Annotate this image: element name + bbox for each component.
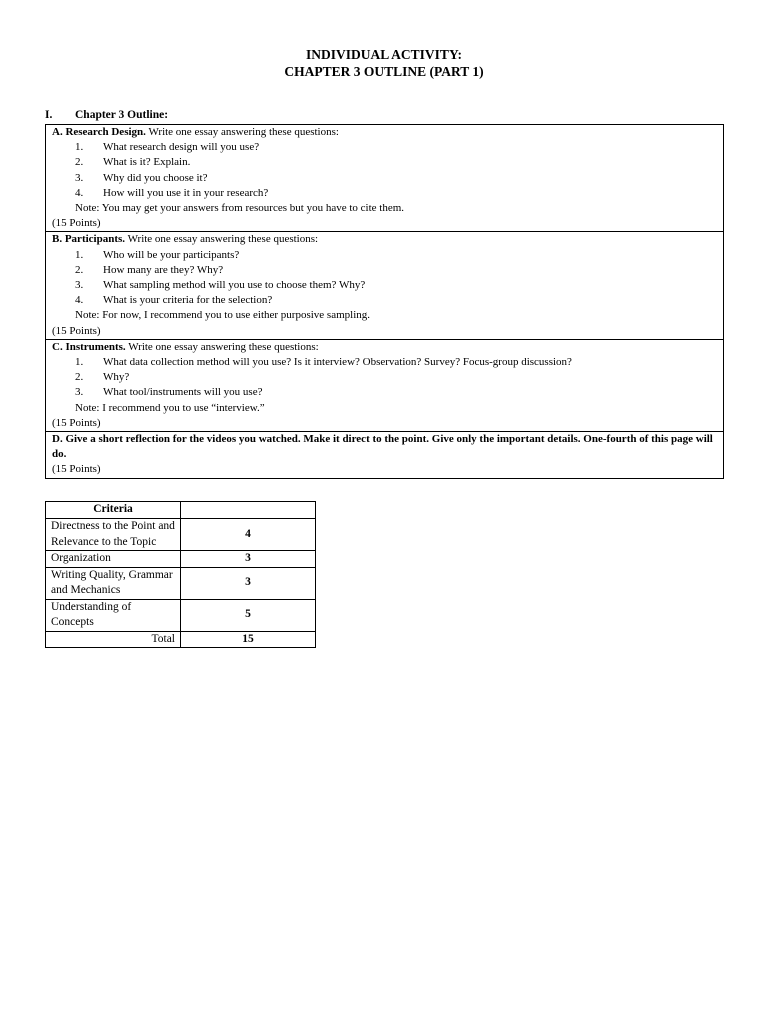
rubric-score: 3 bbox=[181, 551, 316, 568]
block-a-intro: Write one essay answering these questions: bbox=[145, 126, 339, 138]
block-d-text: D. Give a short reflection for the videos you watched. Make it direct to the point. Give only the important details. One-fourth of this page will do. bbox=[52, 433, 713, 461]
section-number: I. bbox=[45, 109, 53, 121]
block-d-points: (15 Points) bbox=[52, 463, 101, 476]
table-row bbox=[46, 519, 316, 551]
block-c-intro: Write one essay answering these questions: bbox=[125, 340, 319, 353]
block-reflection bbox=[46, 431, 723, 478]
block-b-points: (15 Points) bbox=[52, 324, 101, 337]
rubric-total-label: Total bbox=[46, 631, 181, 648]
outline-box bbox=[45, 124, 724, 479]
block-instruments bbox=[46, 339, 723, 431]
block-b-note: Note: For now, I recommend you to use either purposive sampling. bbox=[75, 309, 371, 322]
title-line-2: CHAPTER 3 OUTLINE (PART 1) bbox=[284, 64, 484, 79]
list-item: 2. Why? bbox=[75, 371, 130, 384]
rubric-header-row bbox=[46, 502, 316, 519]
block-a-note: Note: You may get your answers from resources but you have to cite them. bbox=[75, 202, 405, 215]
list-item: 2. What is it? Explain. bbox=[75, 156, 191, 169]
block-c-points: (15 Points) bbox=[52, 416, 101, 429]
rubric-criterion: Organization bbox=[46, 551, 181, 568]
rubric-table bbox=[45, 501, 316, 648]
block-b-heading: B. Participants. bbox=[52, 233, 126, 246]
rubric-total-row bbox=[46, 631, 316, 648]
block-a-points: (15 Points) bbox=[52, 217, 101, 230]
list-item: 1. What data collection method will you use? Is it interview? Observation? Survey? Focus-group discussion? bbox=[75, 356, 572, 369]
list-item: 4. What is your criteria for the selection? bbox=[75, 294, 273, 307]
list-item: 3. What tool/instruments will you use? bbox=[75, 386, 263, 399]
rubric-score: 5 bbox=[181, 599, 316, 631]
block-research-design bbox=[46, 125, 723, 231]
list-item: 2. How many are they? Why? bbox=[75, 263, 224, 276]
section-heading bbox=[45, 109, 168, 121]
rubric-score: 3 bbox=[181, 567, 316, 599]
rubric-criterion: Understanding of Concepts bbox=[46, 599, 181, 631]
rubric-total-score: 15 bbox=[181, 631, 316, 648]
list-item: 4. How will you use it in your research? bbox=[75, 186, 269, 199]
rubric-criterion: Directness to the Point and Relevance to the Topic bbox=[46, 519, 181, 551]
table-row bbox=[46, 551, 316, 568]
table-row bbox=[46, 599, 316, 631]
list-item: 3. Why did you choose it? bbox=[75, 171, 208, 184]
section-label: Chapter 3 Outline: bbox=[75, 109, 169, 121]
block-participants bbox=[46, 231, 723, 338]
rubric-header-criteria: Criteria bbox=[46, 502, 181, 519]
block-a-heading: A. Research Design. bbox=[52, 126, 146, 138]
block-b-intro: Write one essay answering these questions: bbox=[125, 233, 319, 246]
rubric-header-blank bbox=[181, 502, 316, 519]
rubric-score: 4 bbox=[181, 519, 316, 551]
list-item: 1. Who will be your participants? bbox=[75, 248, 240, 261]
title-line-1: INDIVIDUAL ACTIVITY: bbox=[306, 47, 462, 62]
block-c-note: Note: I recommend you to use “interview.” bbox=[75, 401, 265, 414]
list-item: 1. What research design will you use? bbox=[75, 141, 260, 154]
rubric-criterion: Writing Quality, Grammar and Mechanics bbox=[46, 567, 181, 599]
block-c-heading: C. Instruments. bbox=[52, 340, 126, 353]
table-row bbox=[46, 567, 316, 599]
list-item: 3. What sampling method will you use to choose them? Why? bbox=[75, 279, 366, 292]
